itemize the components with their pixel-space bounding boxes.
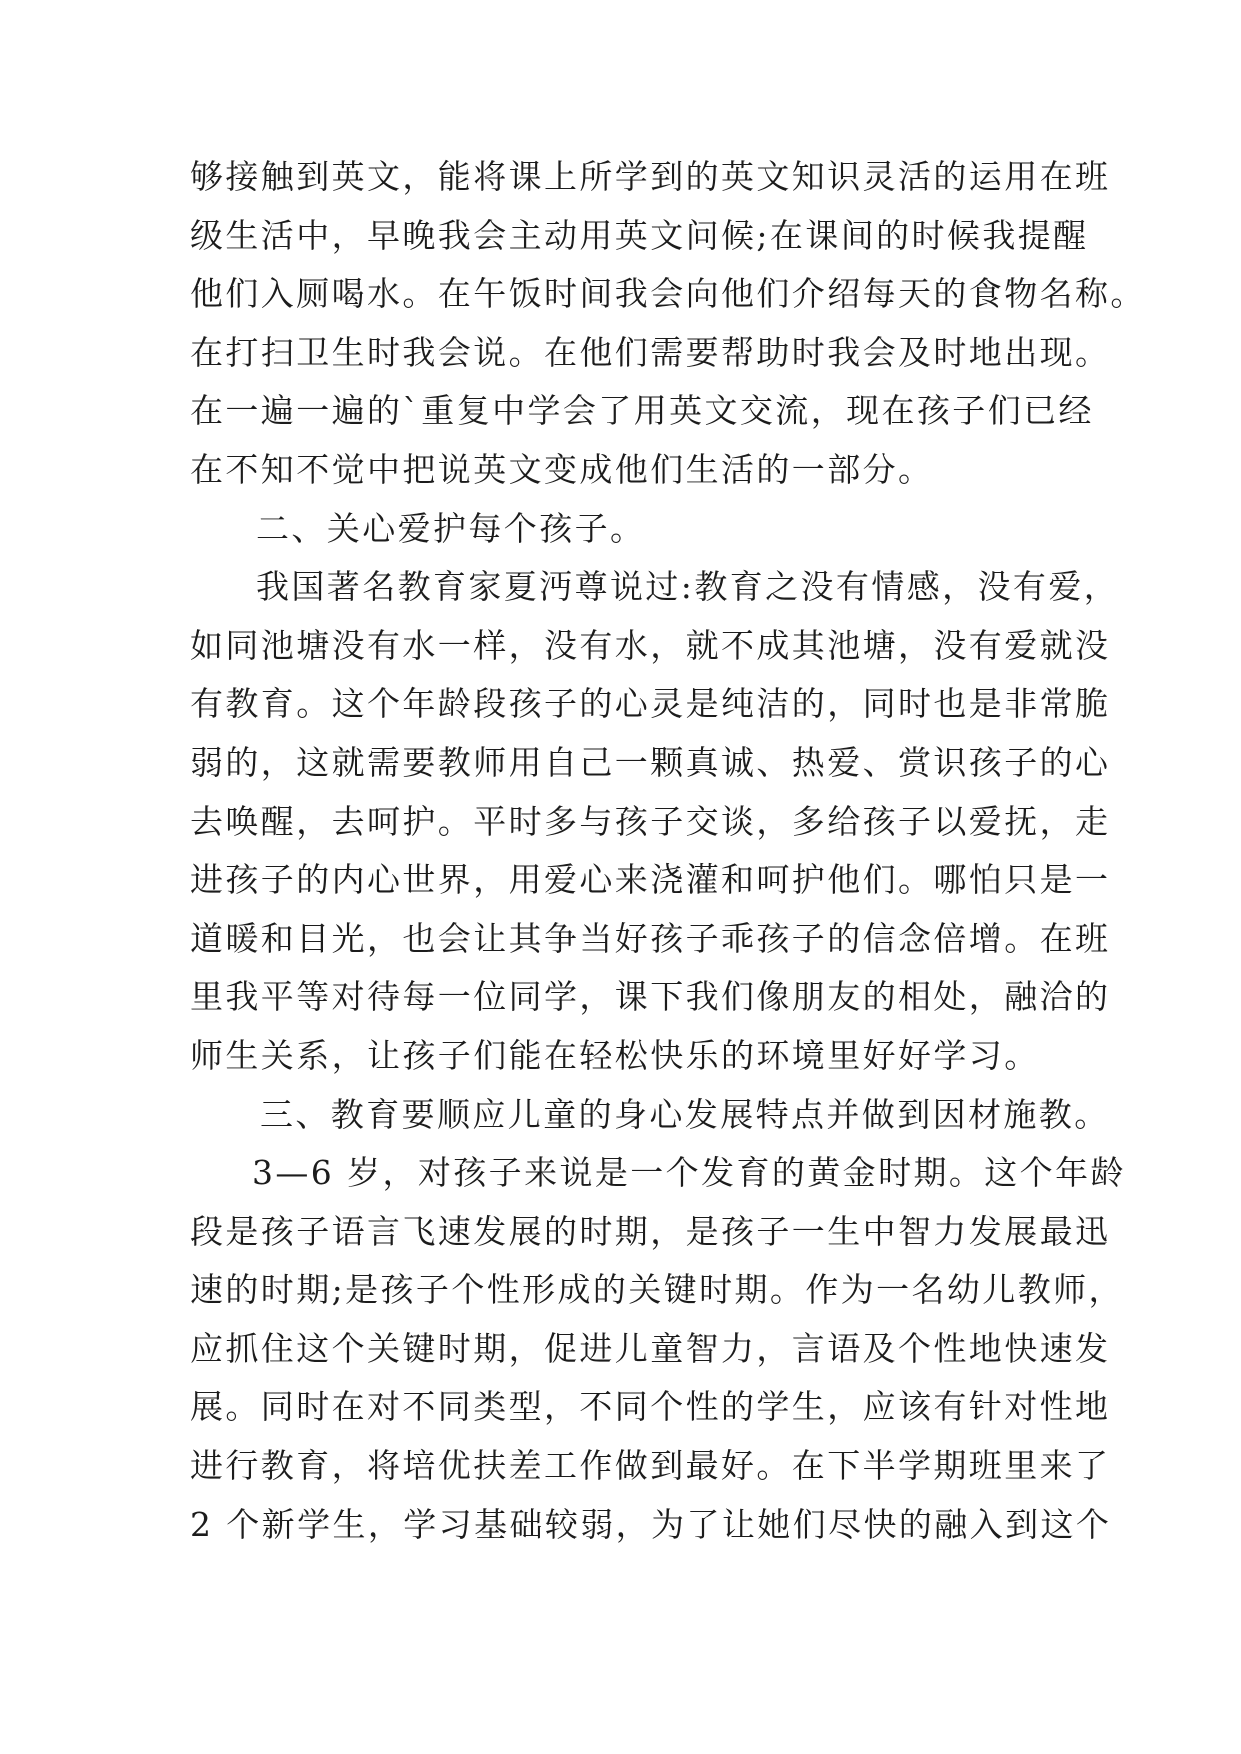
text-line: 有教育。这个年龄段孩子的心灵是纯洁的，同时也是非常脆 <box>190 684 1111 724</box>
text-line: 道暖和目光，也会让其争当好孩子乖孩子的信念倍增。在班 <box>190 918 1111 958</box>
text-line: 我国著名教育家夏沔尊说过:教育之没有情感，没有爱， <box>256 567 1120 607</box>
text-line: 进孩子的内心世界，用爱心来浇灌和呵护他们。哪怕只是一 <box>190 860 1111 900</box>
text-line: 够接触到英文，能将课上所学到的英文知识灵活的运用在班 <box>190 157 1111 196</box>
text-line: 在打扫卫生时我会说。在他们需要帮助时我会及时地出现。 <box>190 332 1111 372</box>
text-line: 在不知不觉中把说英文变成他们生活的一部分。 <box>190 449 934 489</box>
text-line: 去唤醒，去呵护。平时多与孩子交谈，多给孩子以爱抚，走 <box>190 801 1111 841</box>
text-line: 应抓住这个关键时期，促进儿童智力，言语及个性地快速发 <box>190 1328 1111 1368</box>
text-line: 进行教育，将培优扶差工作做到最好。在下半学期班里来了 <box>190 1446 1111 1486</box>
text-line: 师生关系，让孩子们能在轻松快乐的环境里好好学习。 <box>190 1035 1040 1075</box>
text-line: 级生活中，早晚我会主动用英文问候;在课间的时候我提醒 <box>190 215 1089 255</box>
text-line: 他们入厕喝水。在午饭时间我会向他们介绍每天的食物名称。 <box>190 274 1146 314</box>
text-line: 如同池塘没有水一样，没有水，就不成其池塘，没有爱就没 <box>190 625 1111 665</box>
text-line: 在一遍一遍的`重复中学会了用英文交流，现在孩子们已经 <box>190 391 1094 431</box>
text-line: 弱的，这就需要教师用自己一颗真诚、热爱、赏识孩子的心 <box>190 742 1111 782</box>
section-heading: 二、关心爱护每个孩子。 <box>256 508 646 548</box>
section-heading: 三、教育要顺应儿童的身心发展特点并做到因材施教。 <box>260 1094 1110 1134</box>
text-line: 展。同时在对不同类型，不同个性的学生，应该有针对性地 <box>190 1387 1111 1427</box>
text-line: 速的时期;是孩子个性形成的关键时期。作为一名幼儿教师， <box>190 1270 1124 1310</box>
text-line: 里我平等对待每一位同学，课下我们像朋友的相处，融洽的 <box>190 977 1111 1017</box>
text-line: 2 个新学生，学习基础较弱，为了让她们尽快的融入到这个 <box>190 1504 1112 1544</box>
text-line: 段是孩子语言飞速发展的时期，是孩子一生中智力发展最迅 <box>190 1211 1111 1251</box>
body-text <box>190 148 1146 1554</box>
text-line: 3—6 岁，对孩子来说是一个发育的黄金时期。这个年龄 <box>252 1153 1126 1193</box>
